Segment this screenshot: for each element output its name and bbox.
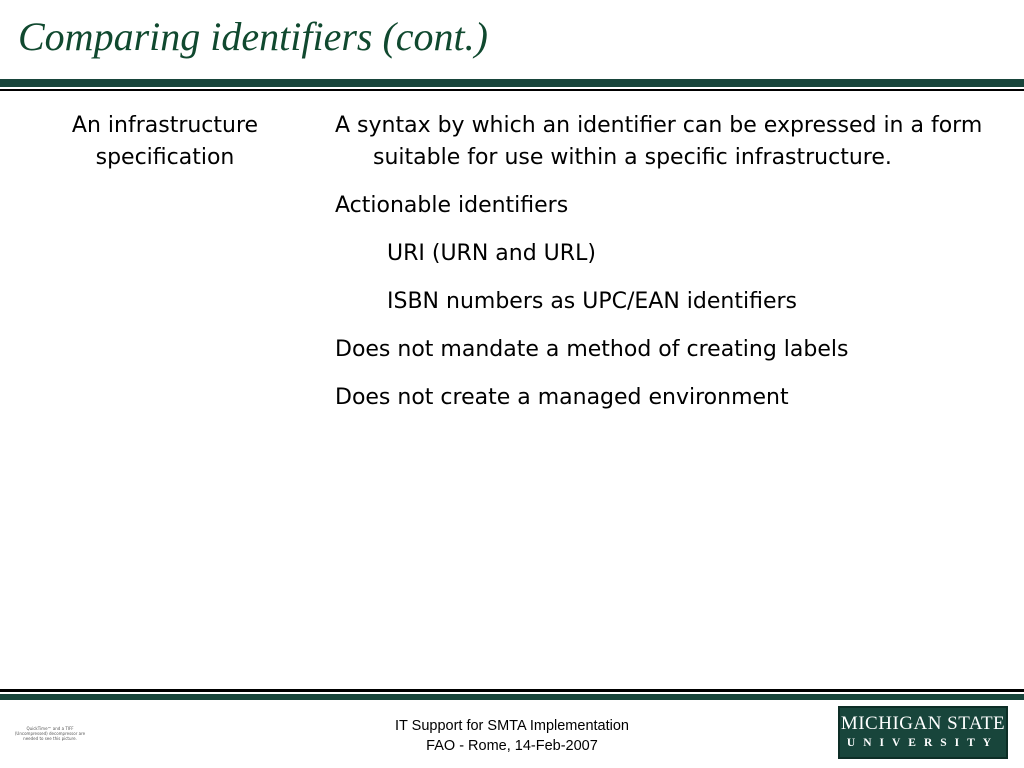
bullet-item: A syntax by which an identifier can be expressed in a form suitable for use within a specific infrastructure. [335, 113, 983, 170]
bullet-item: Does not create a managed environment [335, 385, 789, 410]
footer-divider-green [0, 694, 1024, 700]
quicktime-notice: QuickTime™ and a TIFF (Uncompressed) decompressor are needed to see this picture. [14, 726, 86, 741]
bullet-list [335, 110, 1005, 430]
bullet-item: Actionable identifiers [335, 193, 569, 218]
bullet-item: Does not mandate a method of creating labels [335, 337, 849, 362]
title-divider-black [0, 89, 1024, 91]
msu-logo-line-1: MICHIGAN STATE [840, 713, 1006, 734]
msu-logo [838, 706, 1008, 759]
sub-bullet-item: URI (URN and URL) [387, 241, 596, 266]
slide-title: Comparing identifiers (cont.) [18, 14, 488, 59]
footer-line-1: IT Support for SMTA Implementation [395, 718, 629, 734]
title-divider-green [0, 79, 1024, 87]
footer-line-2: FAO - Rome, 14-Feb-2007 [426, 738, 598, 754]
footer-caption [312, 716, 712, 756]
sub-bullet-item: ISBN numbers as UPC/EAN identifiers [387, 289, 797, 314]
msu-logo-line-2: UNIVERSITY [846, 737, 1000, 749]
footer-divider-black [0, 689, 1024, 692]
left-column-label: An infrastructure specification [71, 113, 259, 170]
